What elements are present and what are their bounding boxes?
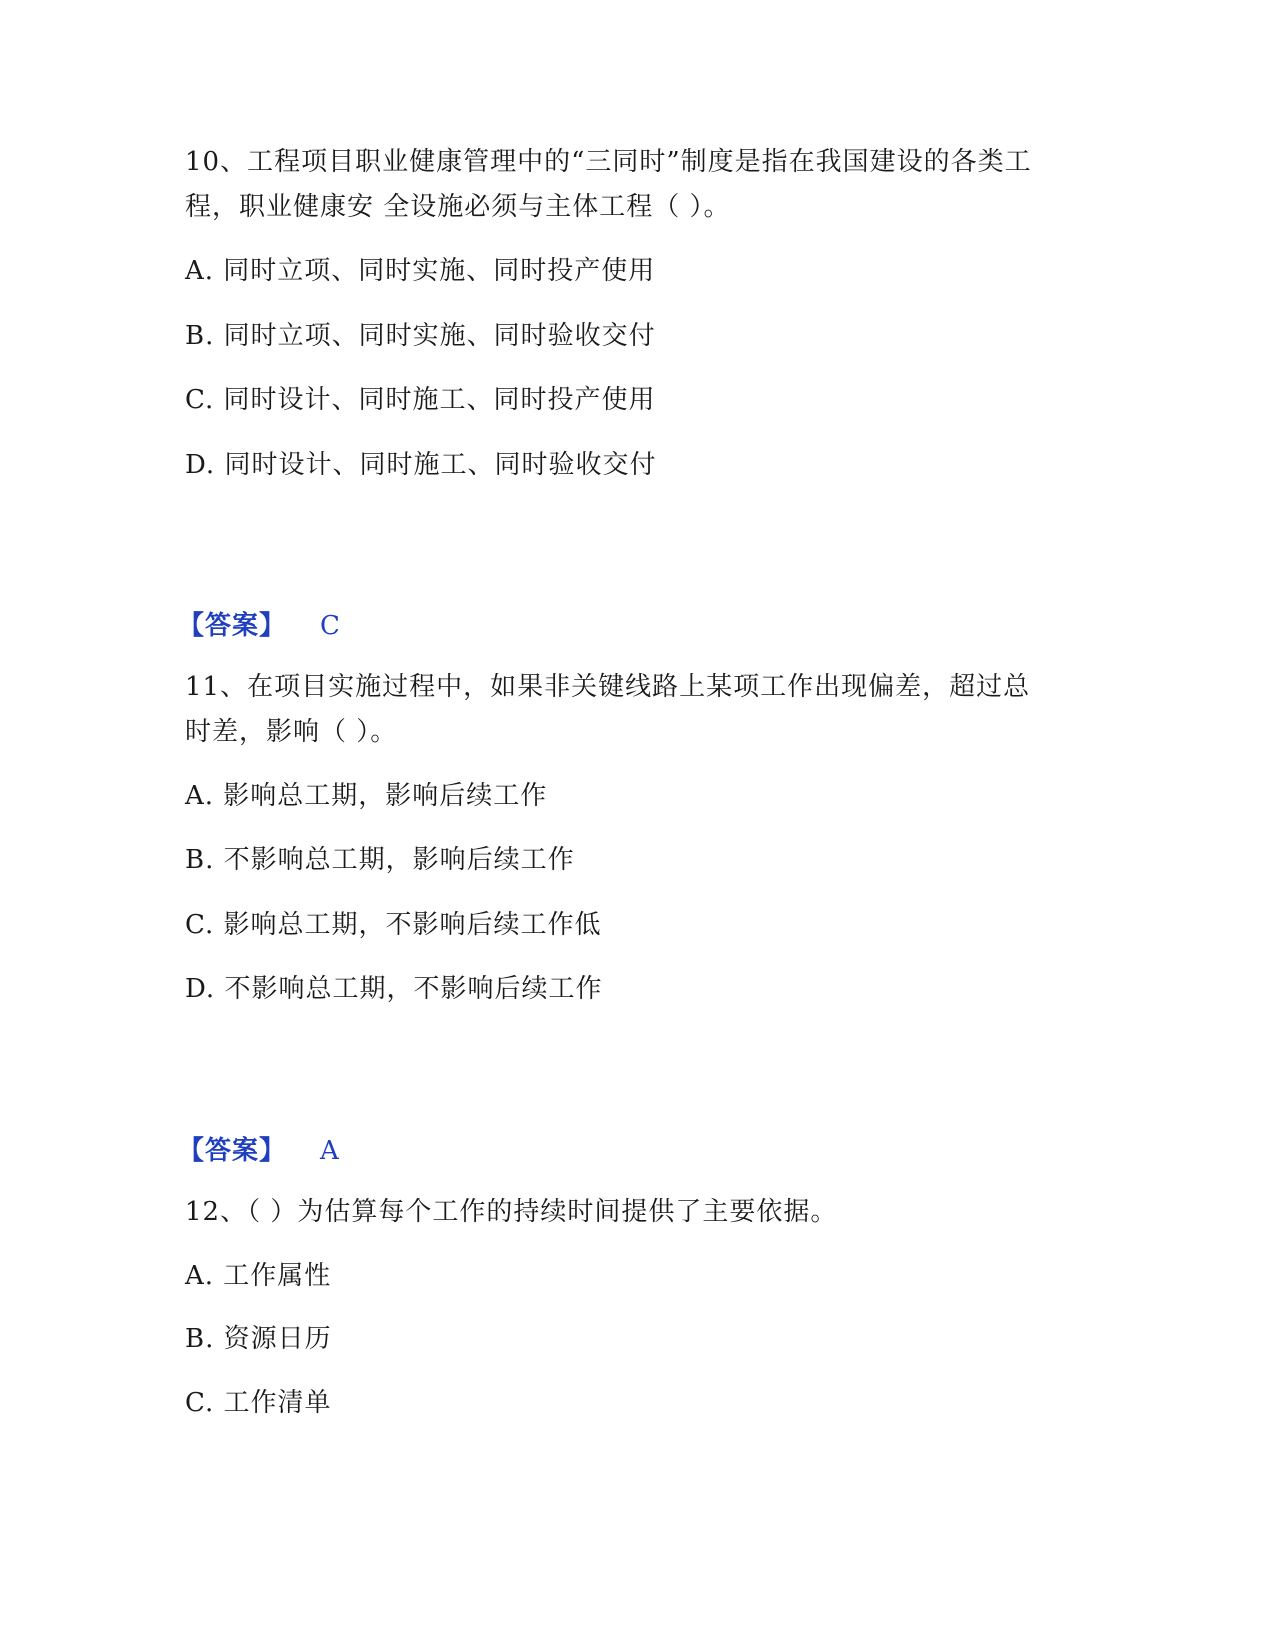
question-10-stem-line-1: 10、工程项目职业健康管理中的“三同时”制度是指在我国建设的各类工 [185,147,1032,177]
question-11-option-a: A. 影响总工期，影响后续工作 [185,781,548,811]
question-11-stem-line-2: 时差，影响（ ）。 [185,717,398,747]
question-10-option-b: B. 同时立项、同时实施、同时验收交付 [185,321,656,351]
question-11-answer [178,1134,339,1168]
question-11-option-b: B. 不影响总工期，影响后续工作 [185,845,575,875]
question-12-option-b: B. 资源日历 [185,1324,332,1354]
answer-value: C [320,611,340,641]
question-11-option-d: D. 不影响总工期，不影响后续工作 [185,974,603,1004]
question-10-option-a: A. 同时立项、同时实施、同时投产使用 [185,256,656,286]
question-10-option-c: C. 同时设计、同时施工、同时投产使用 [185,385,656,415]
question-12-option-c: C. 工作清单 [185,1388,332,1418]
answer-label: 【答案】 [178,1136,287,1166]
answer-value: A [320,1136,339,1166]
question-10-option-d: D. 同时设计、同时施工、同时验收交付 [185,450,657,480]
question-11-stem-line-1: 11、在项目实施过程中，如果非关键线路上某项工作出现偏差，超过总 [185,672,1031,702]
question-10-answer [178,609,340,643]
question-12-option-a: A. 工作属性 [185,1261,332,1291]
question-11-option-c: C. 影响总工期，不影响后续工作低 [185,910,602,940]
answer-label: 【答案】 [178,611,287,641]
question-10-stem-line-2: 程，职业健康安 全设施必须与主体工程（ ）。 [185,192,731,222]
question-12-stem-line-1: 12、（ ）为估算每个工作的持续时间提供了主要依据。 [185,1197,838,1227]
